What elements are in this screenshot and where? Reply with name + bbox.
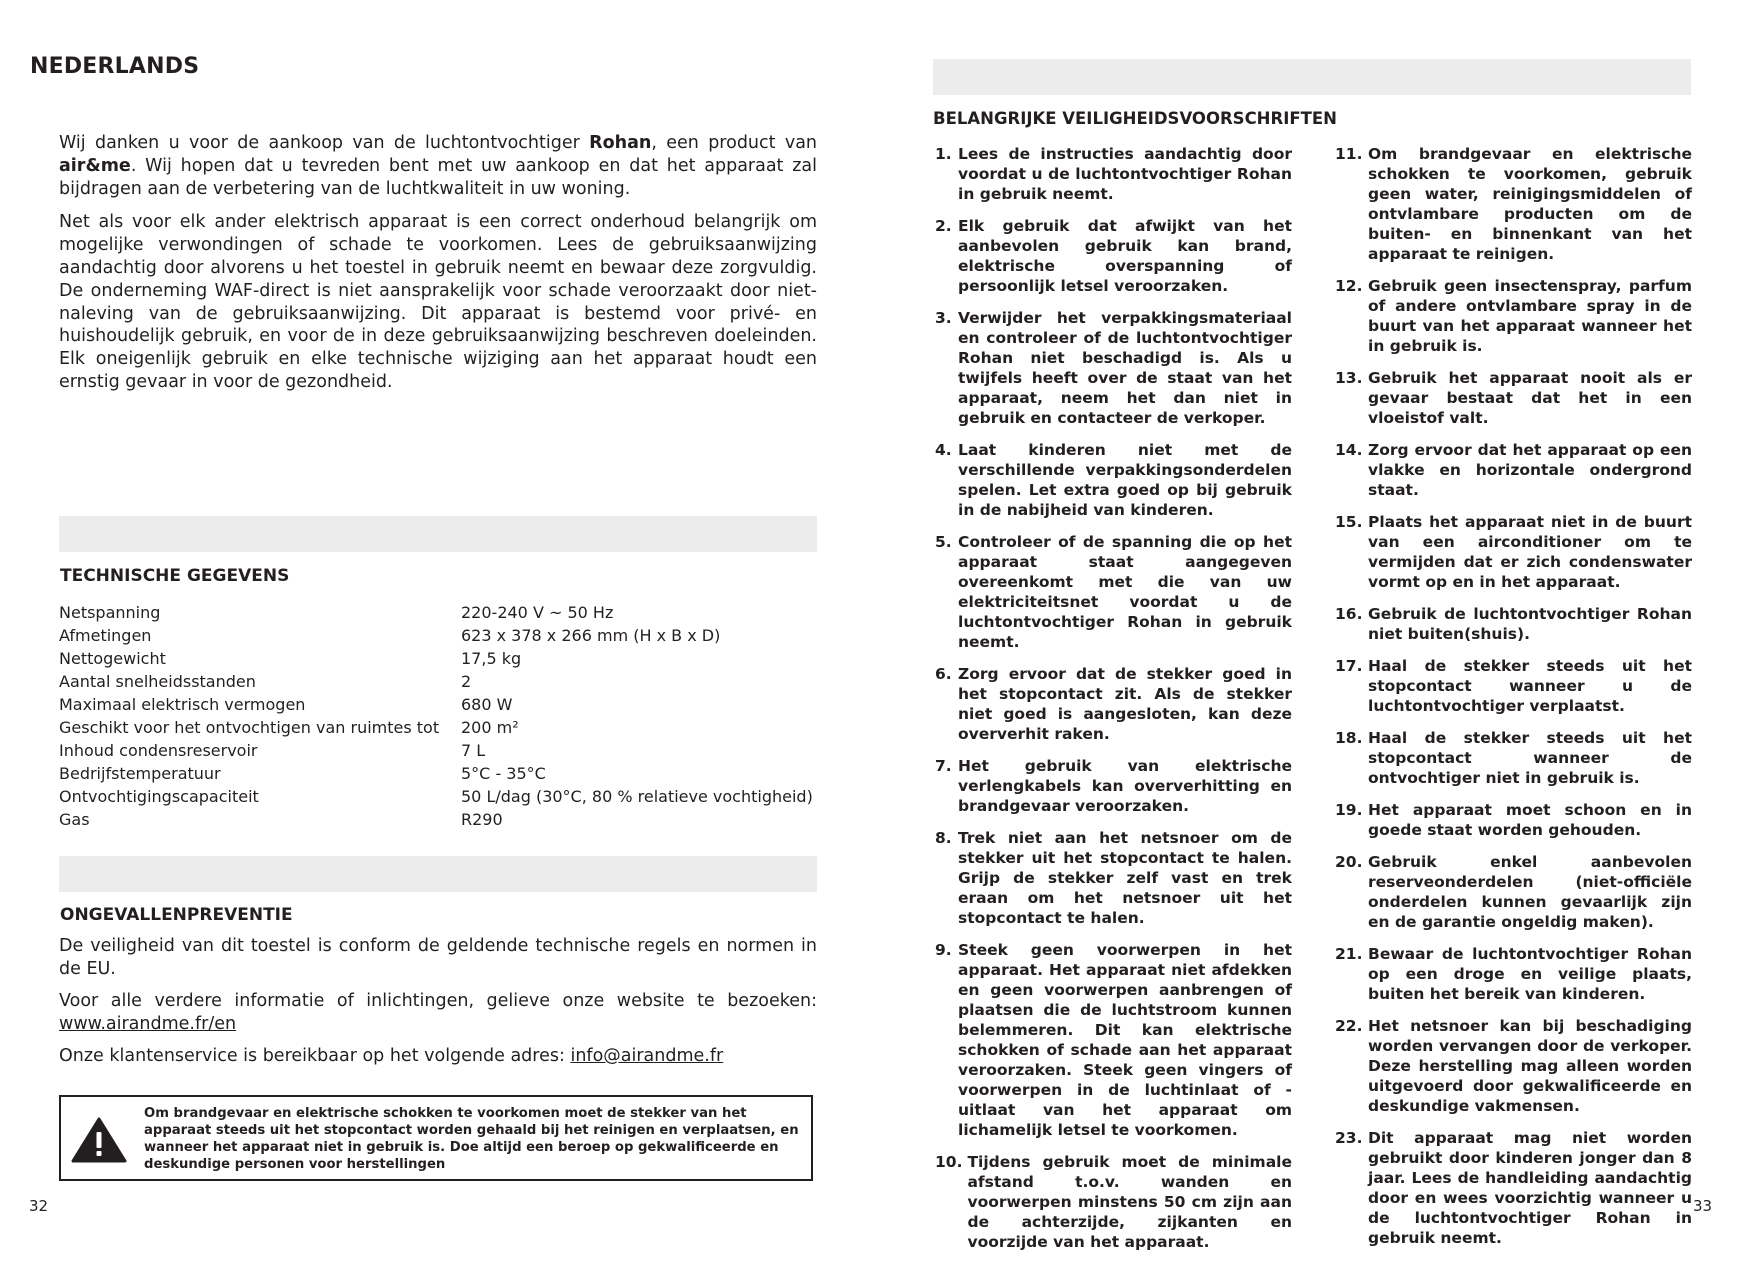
list-item bbox=[1335, 800, 1692, 840]
list-item-number: 22. bbox=[1335, 1017, 1363, 1035]
list-item-number: 20. bbox=[1335, 853, 1363, 871]
spec-value: 623 x 378 x 266 mm (H x B x D) bbox=[461, 626, 721, 645]
list-item-number: 17. bbox=[1335, 657, 1363, 675]
spec-value: 7 L bbox=[461, 741, 486, 760]
list-item bbox=[1335, 1128, 1692, 1248]
page-title: NEDERLANDS bbox=[30, 54, 200, 79]
intro-paragraph-1: Wij danken u voor de aankoop van de luchtontvochtiger Rohan, een product van air&me. Wij hopen dat u tevreden bent met uw aankoop en dat het apparaat zal bijdragen aan de verbetering van de luchtkwaliteit in uw woning. bbox=[59, 133, 818, 199]
list-item-number: 9. bbox=[935, 941, 952, 959]
list-item bbox=[935, 940, 1292, 1140]
spec-value: 220-240 V ~ 50 Hz bbox=[461, 603, 614, 622]
spec-label: Ontvochtigingscapaciteit bbox=[59, 787, 259, 806]
spec-label: Netspanning bbox=[59, 603, 161, 622]
tech-heading: TECHNISCHE GEGEVENS bbox=[60, 566, 290, 586]
list-item-text: Haal de stekker steeds uit het stopcontact wanneer u de luchtontvochtiger verplaatst. bbox=[1368, 657, 1692, 715]
list-item-text: Gebruik geen insectenspray, parfum of andere ontvlambare spray in de buurt van het apparaat wanneer het in gebruik is. bbox=[1368, 277, 1692, 355]
list-item bbox=[1335, 368, 1692, 428]
list-item bbox=[935, 308, 1292, 428]
brand-name: air&me bbox=[59, 155, 131, 176]
list-item bbox=[935, 1152, 1292, 1252]
list-item-number: 4. bbox=[935, 441, 952, 459]
safety-list-left bbox=[935, 144, 1292, 1264]
page-number-right: 33 bbox=[1693, 1197, 1713, 1215]
list-item-number: 19. bbox=[1335, 801, 1363, 819]
spec-value: R290 bbox=[461, 810, 503, 829]
list-item-number: 1. bbox=[935, 145, 952, 163]
spec-label: Aantal snelheidsstanden bbox=[59, 672, 256, 691]
list-item-text: Om brandgevaar en elektrische schokken te voorkomen, gebruik geen water, reinigingsmiddelen of ontvlambare producten om de buiten- en binnenkant van het apparaat te reinigen. bbox=[1368, 145, 1692, 263]
list-item-number: 2. bbox=[935, 217, 952, 235]
list-item bbox=[935, 144, 1292, 204]
list-item-number: 23. bbox=[1335, 1129, 1363, 1147]
list-item bbox=[1335, 276, 1692, 356]
list-item-text: Elk gebruik dat afwijkt van het aanbevolen gebruik kan brand, elektrische overspanning of persoonlijk letsel veroorzaken. bbox=[958, 217, 1292, 295]
list-item-number: 21. bbox=[1335, 945, 1363, 963]
list-item bbox=[1335, 728, 1692, 788]
list-item-number: 15. bbox=[1335, 513, 1363, 531]
list-item bbox=[1335, 1016, 1692, 1116]
list-item-text: Laat kinderen niet met de verschillende verpakkingsonderdelen spelen. Let extra goed op bij gebruik in de nabijheid van kinderen. bbox=[958, 441, 1292, 519]
prevention-paragraph-1: De veiligheid van dit toestel is conform de geldende technische regels en normen in de EU. bbox=[59, 936, 817, 979]
table-row bbox=[59, 785, 813, 808]
list-item-text: Bewaar de luchtontvochtiger Rohan op een droge en veilige plaats, buiten het bereik van kinderen. bbox=[1368, 945, 1692, 1003]
list-item bbox=[935, 216, 1292, 296]
list-item-number: 6. bbox=[935, 665, 952, 683]
prevention-paragraph-3: Onze klantenservice is bereikbaar op het volgende adres: info@airandme.fr bbox=[59, 1046, 724, 1066]
header-bar bbox=[933, 59, 1691, 95]
list-item-number: 10. bbox=[935, 1153, 963, 1171]
list-item bbox=[935, 664, 1292, 744]
list-item-text: Trek niet aan het netsnoer om de stekker uit het stopcontact te halen. Grijp de stekker zelf vast en trek eraan om het netsnoer uit het stopcontact te halen. bbox=[958, 829, 1292, 927]
list-item-number: 18. bbox=[1335, 729, 1363, 747]
list-item-text: Steek geen voorwerpen in het apparaat. Het apparaat niet afdekken en geen voorwerpen aanbrengen of plaatsen die de luchtstroom kunnen belemmeren. Dit kan elektrische schokken of schade aan het apparaat veroorzaken. Steek geen vingers of voorwerpen in de luchtinlaat of -uitlaat van het apparaat om lichamelijk letsel te voorkomen. bbox=[958, 941, 1292, 1139]
safety-heading: BELANGRIJKE VEILIGHEIDSVOORSCHRIFTEN bbox=[933, 109, 1337, 128]
list-item-number: 3. bbox=[935, 309, 952, 327]
website-link[interactable]: www.airandme.fr/en bbox=[59, 1013, 237, 1034]
list-item bbox=[935, 828, 1292, 928]
list-item-number: 14. bbox=[1335, 441, 1363, 459]
list-item-text: Controleer of de spanning die op het apparaat staat aangegeven overeenkomt met die van uw elektriciteitsnet voordat u de luchtontvochtiger Rohan in gebruik neemt. bbox=[958, 533, 1292, 651]
list-item-text: Gebruik het apparaat nooit als er gevaar bestaat dat het in een vloeistof valt. bbox=[1368, 369, 1692, 427]
spec-value: 5°C - 35°C bbox=[461, 764, 546, 783]
list-item-text: Zorg ervoor dat de stekker goed in het stopcontact zit. Als de stekker niet goed is aangesloten, kan deze oververhit raken. bbox=[958, 665, 1292, 743]
table-row bbox=[59, 739, 813, 762]
list-item-number: 16. bbox=[1335, 605, 1363, 623]
list-item-text: Het gebruik van elektrische verlengkabels kan oververhitting en brandgevaar veroorzaken. bbox=[958, 757, 1292, 815]
safety-list-right bbox=[1335, 144, 1692, 1260]
list-item bbox=[1335, 852, 1692, 932]
list-item-number: 12. bbox=[1335, 277, 1363, 295]
list-item-text: Gebruik de luchtontvochtiger Rohan niet buiten(shuis). bbox=[1368, 605, 1692, 643]
list-item-text: Verwijder het verpakkingsmateriaal en controleer of de luchtontvochtiger Rohan niet beschadigd is. Als u twijfels heeft over de staat van het apparaat, neem het dan niet in gebruik en contacteer de verkoper. bbox=[958, 309, 1292, 427]
list-item bbox=[1335, 944, 1692, 1004]
list-item bbox=[1335, 512, 1692, 592]
list-item-text: Haal de stekker steeds uit het stopcontact wanneer de ontvochtiger niet in gebruik is. bbox=[1368, 729, 1692, 787]
list-item-text: Lees de instructies aandachtig door voordat u de luchtontvochtiger Rohan in gebruik neemt. bbox=[958, 145, 1292, 203]
prevention-heading: ONGEVALLENPREVENTIE bbox=[60, 905, 293, 925]
spec-label: Nettogewicht bbox=[59, 649, 166, 668]
spec-value: 50 L/dag (30°C, 80 % relatieve vochtigheid) bbox=[461, 787, 813, 806]
table-row bbox=[59, 647, 813, 670]
list-item bbox=[935, 756, 1292, 816]
table-row bbox=[59, 716, 813, 739]
intro-text bbox=[59, 132, 817, 405]
product-name: Rohan bbox=[589, 133, 652, 153]
list-item-number: 13. bbox=[1335, 369, 1363, 387]
spec-label: Gas bbox=[59, 810, 90, 829]
prevention-text bbox=[59, 935, 817, 1078]
list-item-text: Zorg ervoor dat het apparaat op een vlakke en horizontale ondergrond staat. bbox=[1368, 441, 1692, 499]
section-divider-bar bbox=[59, 856, 817, 892]
list-item bbox=[1335, 144, 1692, 264]
list-item bbox=[935, 440, 1292, 520]
warning-box bbox=[59, 1095, 813, 1181]
intro-paragraph-2: Net als voor elk ander elektrisch apparaat is een correct onderhoud belangrijk om mogelijke verwondingen of schade te voorkomen. Lees de gebruiksaanwijzing aandachtig door alvorens u het toestel in gebruik neemt en bewaar deze zorgvuldig. De onderneming WAF-direct is niet aansprakelijk voor schade veroorzaakt door niet-naleving van de gebruiksaanwijzing. Dit apparaat is bestemd voor privé- en huishoudelijk gebruik, en voor de in deze gebruiksaanwijzing beschreven doeleinden. Elk oneigenlijk gebruik en elke technische wijziging aan het apparaat houdt een ernstig gevaar in voor de gezondheid. bbox=[59, 212, 817, 392]
list-item bbox=[1335, 440, 1692, 500]
list-item bbox=[935, 532, 1292, 652]
spec-value: 2 bbox=[461, 672, 472, 691]
list-item-text: Dit apparaat mag niet worden gebruikt door kinderen jonger dan 8 jaar. Lees de handleiding aandachtig door en wees voorzichtig wanneer u de luchtontvochtiger Rohan in gebruik neemt. bbox=[1368, 1129, 1692, 1247]
spec-value: 17,5 kg bbox=[461, 649, 522, 668]
spec-label: Inhoud condensreservoir bbox=[59, 741, 258, 760]
spec-label: Maximaal elektrisch vermogen bbox=[59, 695, 306, 714]
list-item-number: 8. bbox=[935, 829, 952, 847]
section-divider-bar bbox=[59, 516, 817, 552]
list-item bbox=[1335, 656, 1692, 716]
spec-label: Afmetingen bbox=[59, 626, 152, 645]
list-item-text: Het apparaat moet schoon en in goede staat worden gehouden. bbox=[1368, 801, 1692, 839]
list-item-number: 5. bbox=[935, 533, 952, 551]
spec-label: Bedrijfstemperatuur bbox=[59, 764, 221, 783]
list-item-text: Plaats het apparaat niet in de buurt van een airconditioner om te vermijden dat er zich condenswater vormt op en in het apparaat. bbox=[1368, 513, 1692, 591]
list-item-number: 7. bbox=[935, 757, 952, 775]
list-item bbox=[1335, 604, 1692, 644]
warning-text: Om brandgevaar en elektrische schokken te voorkomen moet de stekker van het apparaat steeds uit het stopcontact worden gehaald bij het reinigen en verplaatsen, en wanneer het apparaat niet in gebruik is. Doe altijd een beroep op gekwalificeerde en deskundige personen voor herstellingen bbox=[144, 1106, 799, 1172]
tech-specs-table bbox=[59, 601, 813, 831]
table-row bbox=[59, 624, 813, 647]
spec-value: 200 m² bbox=[461, 718, 519, 737]
list-item-text: Het netsnoer kan bij beschadiging worden vervangen door de verkoper. Deze herstelling mag alleen worden uitgevoerd door gekwalificeerde en deskundige vakmensen. bbox=[1368, 1017, 1692, 1115]
list-item-text: Tijdens gebruik moet de minimale afstand t.o.v. wanden en voorwerpen minstens 50 cm zijn aan de achterzijde, zijkanten en voorzijde van het apparaat. bbox=[967, 1153, 1292, 1251]
list-item-number: 11. bbox=[1335, 145, 1363, 163]
table-row bbox=[59, 670, 813, 693]
list-item-text: Gebruik enkel aanbevolen reserveonderdelen (niet-officiële onderdelen kunnen gevaarlijk zijn en de garantie ongeldig maken). bbox=[1368, 853, 1692, 931]
prevention-paragraph-2: Voor alle verdere informatie of inlichtingen, gelieve onze website te bezoeken: www.airandme.fr/en bbox=[59, 991, 817, 1034]
warning-triangle-icon bbox=[71, 1117, 127, 1163]
spec-value: 680 W bbox=[461, 695, 513, 714]
page-number-left: 32 bbox=[29, 1197, 49, 1215]
table-row bbox=[59, 693, 813, 716]
table-row bbox=[59, 601, 813, 624]
table-row bbox=[59, 762, 813, 785]
spec-label: Geschikt voor het ontvochtigen van ruimtes tot bbox=[59, 718, 440, 737]
email-link[interactable]: info@airandme.fr bbox=[570, 1046, 724, 1066]
table-row bbox=[59, 808, 813, 831]
